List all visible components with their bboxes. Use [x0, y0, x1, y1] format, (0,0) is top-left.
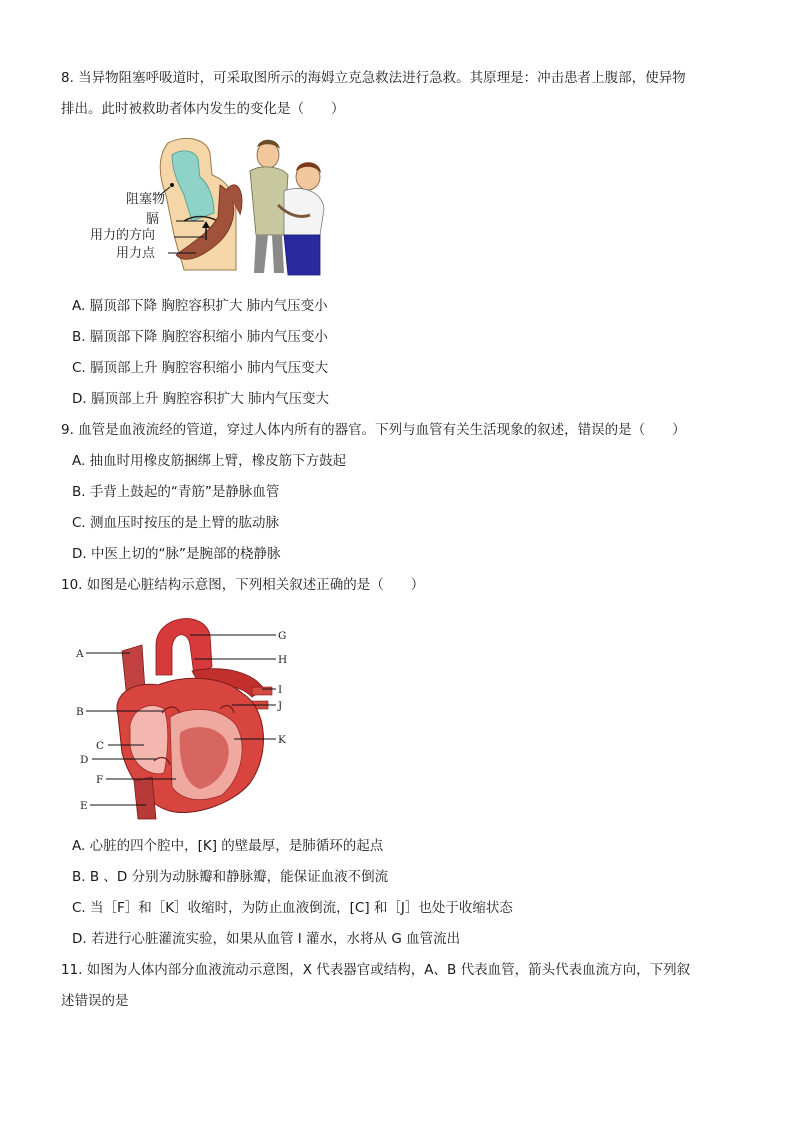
heart-label-k: K: [278, 734, 286, 746]
q10-option-d: D. 若进行心脏灌流实验，如果从血管 I 灌水，水将从 G 血管流出: [72, 931, 461, 947]
q11-stem-line1: 11. 如图为人体内部分血液流动示意图，X 代表器官或结构，A、B 代表血管，箭头代表血流方向，下列叙: [61, 962, 691, 978]
heart-label-g: G: [278, 630, 287, 642]
q8-option-c: C. 膈顶部上升 胸腔容积缩小 肺内气压变大: [72, 360, 329, 376]
q8-option-d: D. 膈顶部上升 胸腔容积扩大 肺内气压变大: [72, 391, 330, 407]
q9-option-d: D. 中医上切的“脉”是腕部的桡静脉: [72, 546, 281, 562]
q9-option-b: B. 手背上鼓起的“青筋”是静脉血管: [72, 484, 280, 500]
heart-label-c: C: [96, 740, 105, 752]
heart-label-f: F: [96, 774, 104, 786]
heart-label-a: A: [76, 648, 84, 660]
heart-label-e: E: [80, 800, 88, 812]
label-diaphragm: 膈: [146, 212, 160, 227]
q10-stem: 10. 如图是心脏结构示意图，下列相关叙述正确的是（ ）: [61, 577, 425, 593]
label-force-point: 用力点: [116, 246, 156, 261]
label-obstruction: 阻塞物: [126, 192, 166, 207]
heart-label-d: D: [80, 754, 89, 766]
q9-stem: 9. 血管是血液流经的管道，穿过人体内所有的器官。下列与血管有关生活现象的叙述，错误的是（ ）: [61, 422, 686, 438]
heart-figure: [72, 605, 302, 823]
q11-stem-line2: 述错误的是: [61, 993, 129, 1009]
heart-label-i: I: [278, 684, 283, 696]
q9-option-a: A. 抽血时用橡皮筋捆绑上臂，橡皮筋下方鼓起: [72, 453, 347, 469]
q10-option-a: A. 心脏的四个腔中，[K] 的壁最厚，是肺循环的起点: [72, 838, 384, 854]
q10-option-c: C. 当［F］和［K］收缩时，为防止血液倒流，[C] 和［J］也处于收缩状态: [72, 900, 513, 916]
q10-option-b: B. B 、D 分别为动脉瓣和静脉瓣，能保证血液不倒流: [72, 869, 389, 885]
heart-label-j: J: [278, 700, 283, 712]
heart-label-b: B: [76, 706, 84, 718]
q8-option-a: A. 膈顶部下降 胸腔容积扩大 肺内气压变小: [72, 298, 328, 314]
q8-option-b: B. 膈顶部下降 胸腔容积缩小 肺内气压变小: [72, 329, 328, 345]
q9-option-c: C. 测血压时按压的是上臂的肱动脉: [72, 515, 280, 531]
q8-stem-line1: 8. 当异物阻塞呼吸道时，可采取图所示的海姆立克急救法进行急救。其原理是：冲击患者上腹部，使异物: [61, 70, 686, 86]
heart-label-h: H: [278, 654, 288, 666]
q8-stem-line2: 排出。此时被救助者体内发生的变化是（ ）: [61, 101, 345, 117]
label-force-direction: 用力的方向: [90, 228, 156, 243]
heimlich-figure: [88, 135, 333, 277]
